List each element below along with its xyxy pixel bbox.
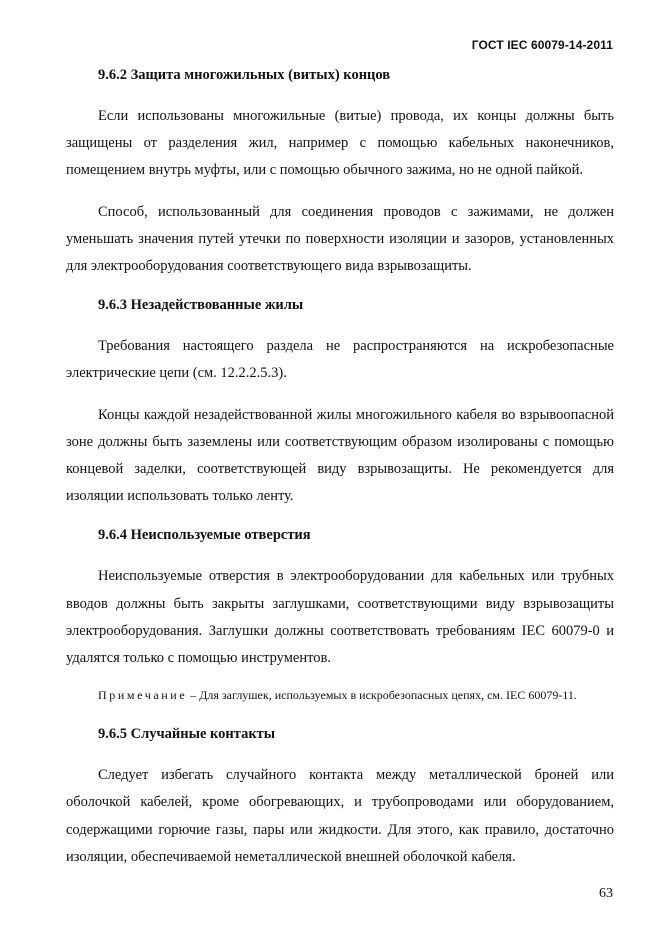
heading-9-6-4: 9.6.4 Неиспользуемые отверстия bbox=[98, 527, 311, 544]
note-text: – Для заглушек, используемых в искробезопасных цепях, см. IEC 60079-11. bbox=[187, 688, 577, 703]
note-label: Примечание bbox=[98, 688, 188, 703]
paragraph: Способ, использованный для соединения проводов с зажимами, не должен уменьшать значения путей утечки по поверхности изоляции и зазоров, установленных для электрооборудования соответствующего вида взрывозащиты. bbox=[66, 203, 614, 275]
document-body bbox=[66, 62, 614, 871]
heading-9-6-5: 9.6.5 Случайные контакты bbox=[98, 726, 276, 743]
paragraph: Следует избегать случайного контакта между металлической броней или оболочкой кабелей, кроме обогревающих, и трубопроводами или оборудованием, содержащими горючие газы, пары или жидкости. Для этого, как правило, достаточно изоляции, обеспечиваемой неметаллической внешней оболочкой кабеля. bbox=[66, 767, 614, 865]
page-number: 63 bbox=[599, 886, 613, 901]
note bbox=[66, 683, 614, 708]
document-code: ГОСТ IEC 60079-14-2011 bbox=[471, 38, 613, 52]
paragraph: Концы каждой незадействованной жилы многожильного кабеля во взрывоопасной зоне должны быть заземлены или соответствующим образом изолированы с помощью концевой заделки, соответствующей виду взрывозащиты. Не рекомендуется для изоляции использовать только ленту. bbox=[66, 406, 614, 505]
heading-9-6-3: 9.6.3 Незадействованные жилы bbox=[98, 297, 304, 314]
paragraph: Неиспользуемые отверстия в электрооборудовании для кабельных или трубных вводов должны быть закрыты заглушками, соответствующими виду взрывозащиты электрооборудования. Заглушки должны соответствовать требованиям IEC 60079-0 и удалятся только с помощью инструментов. bbox=[66, 568, 614, 667]
paragraph: Если использованы многожильные (витые) провода, их концы должны быть защищены от разделения жил, например с помощью кабельных наконечников, помещением внутрь муфты, или с помощью обычного зажима, но не одной пайкой. bbox=[66, 108, 614, 179]
paragraph: Требования настоящего раздела не распространяются на искробезопасные электрические цепи (см. 12.2.2.5.3). bbox=[66, 338, 614, 382]
heading-9-6-2: 9.6.2 Защита многожильных (витых) концов bbox=[98, 67, 391, 83]
